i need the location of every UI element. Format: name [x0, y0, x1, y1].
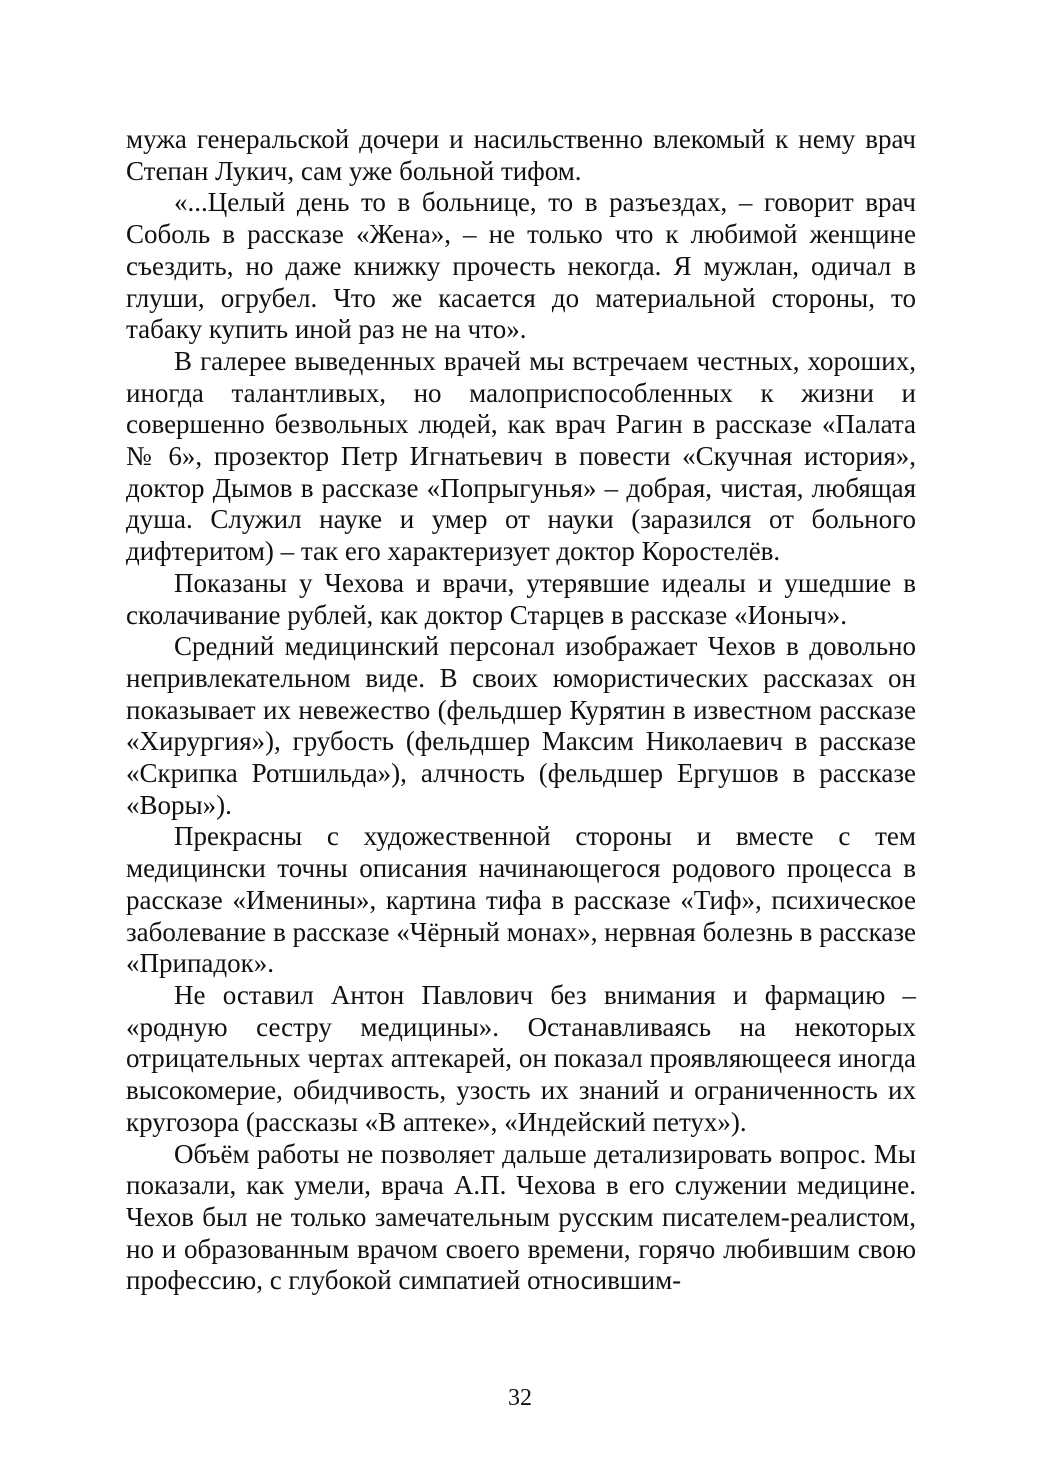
paragraph: Прекрасны с художественной стороны и вместе с тем медицински точны описания начинающегося родового процесса в рассказе «Именины», картина тифа в рассказе «Тиф», психическое заболевание в рассказе «Чёрный монах», нервная болезнь в рассказе «Припадок».: [126, 821, 916, 979]
body-text: [126, 124, 916, 1297]
paragraph: Показаны у Чехова и врачи, утерявшие идеалы и ушедшие в сколачивание рублей, как доктор Старцев в рассказе «Ионыч».: [126, 567, 916, 630]
paragraph: Средний медицинский персонал изображает Чехов в довольно непривлекательном виде. В своих юмористических рассказах он показывает их невежество (фельдшер Курятин в известном рассказе «Хирургия»), грубость (фельдшер Максим Николаевич в рассказе «Скрипка Ротшильда»), алчность (фельдшер Ергушов в рассказе «Воры»).: [126, 631, 916, 820]
paragraph: Объём работы не позволяет дальше детализировать вопрос. Мы показали, как умели, врача А.П. Чехова в его служении медицине. Чехов был не только замечательным русским писателем-реалистом, но и образованным врачом своего времени, горячо любившим свою профессию, с глубокой симпатией относившим-: [126, 1138, 916, 1296]
page-number: 32: [508, 1385, 532, 1411]
paragraph-continuation: мужа генеральской дочери и насильственно влекомый к нему врач Степан Лукич, сам уже больной тифом.: [126, 124, 916, 186]
paragraph: Не оставил Антон Павлович без внимания и фармацию – «родную сестру медицины». Останавливаясь на некоторых отрицательных чертах аптекарей, он показал проявляющееся иногда высокомерие, обидчивость, узость их знаний и ограниченность их кругозора (рассказы «В аптеке», «Индейский петух»).: [126, 979, 916, 1137]
paragraph: В галерее выведенных врачей мы встречаем честных, хороших, иногда талантливых, но малоприспособленных к жизни и совершенно безвольных людей, как врач Рагин в рассказе «Палата № 6», прозектор Петр Игнатьевич в повести «Скучная история», доктор Дымов в рассказе «Попрыгунья» – добрая, чистая, любящая душа. Служил науке и умер от науки (заразился от больного дифтеритом) – так его характеризует доктор Коростелёв.: [126, 345, 916, 567]
paragraph: «...Целый день то в больнице, то в разъездах, – говорит врач Соболь в рассказе «Жена», – не только что к любимой женщине съездить, но даже книжку прочесть некогда. Я мужлан, одичал в глуши, огрубел. Что же касается до материальной стороны, то табаку купить иной раз не на что».: [126, 187, 916, 345]
